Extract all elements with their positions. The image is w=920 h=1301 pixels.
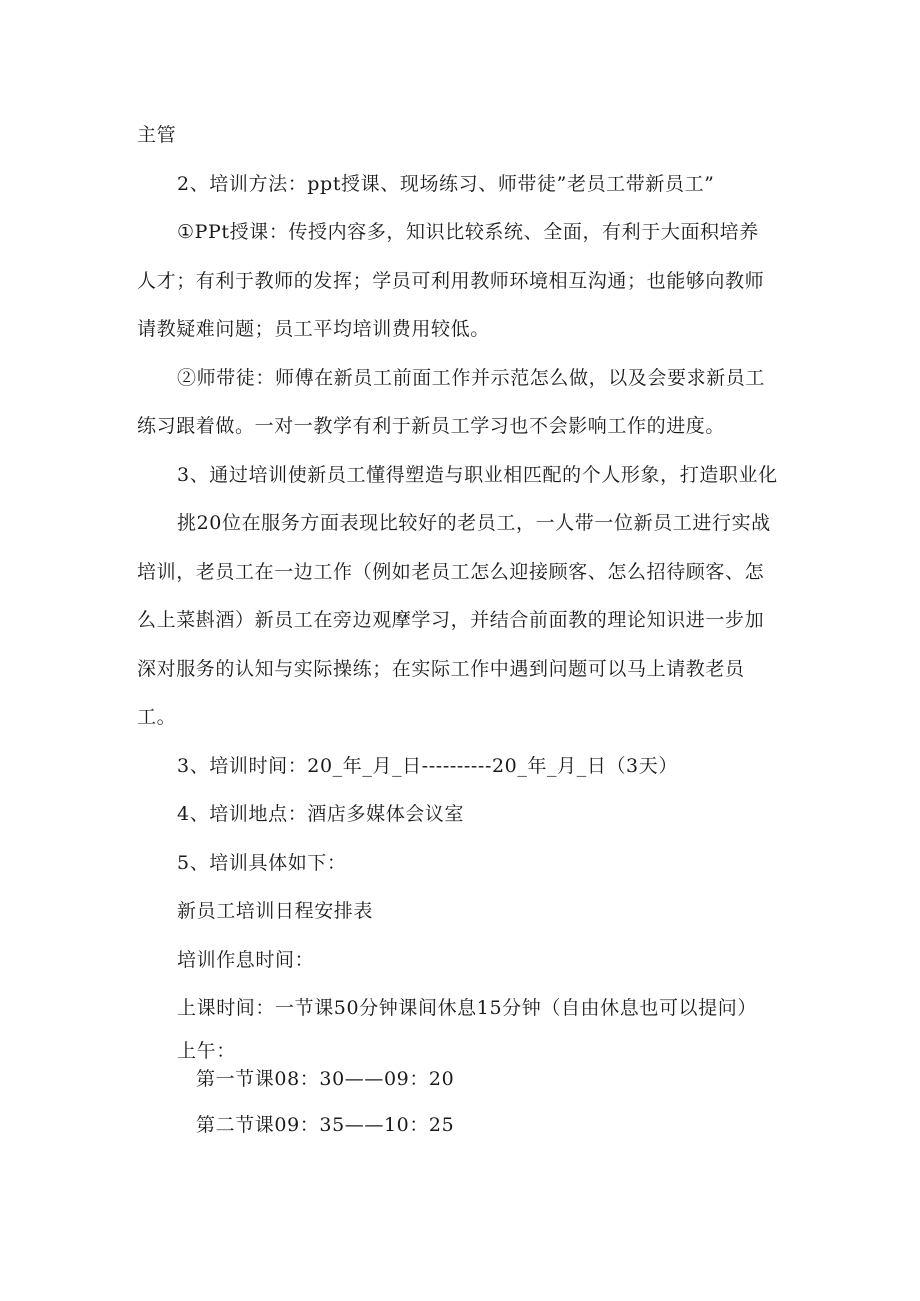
text-line: 第二节课09：35——10：25 — [196, 1114, 455, 1136]
text-line: 工。 — [137, 706, 177, 728]
text-line: 4、培训地点：酒店多媒体会议室 — [177, 803, 465, 825]
text-line: 深对服务的认知与实际操练；在实际工作中遇到问题可以马上请教老员 — [137, 658, 745, 680]
text-line: 第一节课08：30——09：20 — [196, 1068, 455, 1090]
text-line: 请教疑难问题；员工平均培训费用较低。 — [137, 318, 490, 340]
text-line: 上课时间：一节课50分钟课间休息15分钟（自由休息也可以提问） — [177, 997, 757, 1019]
text-line: 主管 — [137, 124, 177, 146]
text-line: 挑20位在服务方面表现比较好的老员工，一人带一位新员工进行实战 — [177, 512, 771, 534]
text-line: 2、培训方法：ppt授课、现场练习、师带徒”老员工带新员工” — [177, 173, 715, 195]
text-line: 练习跟着做。一对一教学有利于新员工学习也不会影响工作的进度。 — [137, 415, 726, 437]
text-line: ①PPt授课：传授内容多，知识比较系统、全面，有利于大面积培养 — [177, 221, 759, 243]
text-line: 么上菜斟酒）新员工在旁边观摩学习，并结合前面教的理论知识进一步加 — [137, 609, 765, 631]
text-line: 3、培训时间：20_年_月_日----------20_年_月_日（3天） — [177, 755, 678, 777]
text-line: 培训作息时间： — [177, 949, 315, 971]
text-line: 新员工培训日程安排表 — [177, 900, 374, 922]
text-line: 3、通过培训使新员工懂得塑造与职业相匹配的个人形象，打造职业化 — [177, 464, 778, 486]
text-line: ②师带徒：师傅在新员工前面工作并示范怎么做，以及会要求新员工 — [177, 367, 766, 389]
text-line: 人才；有利于教师的发挥；学员可利用教师环境相互沟通；也能够向教师 — [137, 270, 765, 292]
text-line: 上午： — [177, 1040, 236, 1062]
text-line: 培训，老员工在一边工作（例如老员工怎么迎接顾客、怎么招待顾客、怎 — [137, 561, 765, 583]
text-line: 5、培训具体如下： — [177, 852, 347, 874]
